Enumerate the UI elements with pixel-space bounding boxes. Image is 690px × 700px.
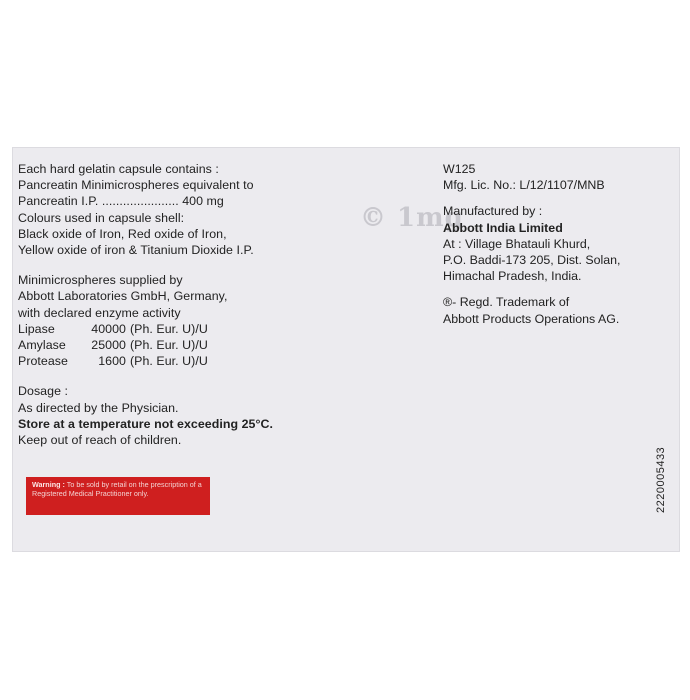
enzyme-row bbox=[18, 337, 318, 353]
composition-column bbox=[18, 161, 318, 448]
composition-line: Colours used in capsule shell: bbox=[18, 210, 185, 225]
enzyme-name: Amylase bbox=[18, 338, 66, 353]
manufacturer-column bbox=[443, 161, 673, 327]
watermark: © 1mg bbox=[360, 203, 464, 233]
trademark-line: Abbott Products Operations AG. bbox=[443, 311, 620, 326]
enzyme-unit: (Ph. Eur. U)/U bbox=[130, 321, 208, 336]
composition-line: Pancreatin Minimicrospheres equivalent to bbox=[18, 178, 254, 193]
composition-line: Yellow oxide of iron & Titanium Dioxide I.P. bbox=[18, 243, 254, 258]
children-warning: Keep out of reach of children. bbox=[18, 433, 182, 448]
batch-code: W125 bbox=[443, 162, 476, 176]
enzyme-value: 1600 bbox=[98, 354, 126, 369]
enzyme-name: Protease bbox=[18, 354, 68, 369]
vertical-barcode-number: 2220005433 bbox=[655, 446, 667, 513]
storage-instruction: Store at a temperature not exceeding 25°C. bbox=[18, 416, 273, 431]
supply-line: Minimicrospheres supplied by bbox=[18, 273, 183, 288]
enzyme-unit: (Ph. Eur. U)/U bbox=[130, 354, 208, 369]
address-line: At : Village Bhatauli Khurd, bbox=[443, 236, 591, 251]
medicine-carton-panel bbox=[12, 147, 680, 552]
enzyme-row bbox=[18, 321, 318, 337]
composition-line: Pancreatin I.P. ...................... 400 mg bbox=[18, 194, 224, 209]
enzyme-value: 25000 bbox=[91, 338, 126, 353]
enzyme-unit: (Ph. Eur. U)/U bbox=[130, 338, 208, 353]
enzyme-value: 40000 bbox=[91, 321, 126, 336]
composition-line: Each hard gelatin capsule contains : bbox=[18, 162, 219, 176]
dosage-text: As directed by the Physician. bbox=[18, 400, 179, 415]
company-name: Abbott India Limited bbox=[443, 220, 563, 235]
address-line: P.O. Baddi-173 205, Dist. Solan, bbox=[443, 253, 621, 268]
prescription-warning-box bbox=[26, 477, 210, 515]
composition-line: Black oxide of Iron, Red oxide of Iron, bbox=[18, 226, 227, 241]
address-line: Himachal Pradesh, India. bbox=[443, 269, 582, 284]
enzyme-name: Lipase bbox=[18, 321, 55, 336]
dosage-label: Dosage : bbox=[18, 384, 68, 399]
manufactured-by-label: Manufactured by : bbox=[443, 204, 543, 219]
supply-line: Abbott Laboratories GmbH, Germany, bbox=[18, 289, 228, 304]
warning-text: To be sold by retail on the prescription of a Registered Medical Practitioner only. bbox=[32, 480, 202, 498]
warning-title: Warning : bbox=[32, 480, 65, 489]
trademark-line: ®- Regd. Trademark of bbox=[443, 295, 570, 310]
enzyme-row bbox=[18, 353, 318, 369]
supply-line: with declared enzyme activity bbox=[18, 305, 181, 320]
mfg-license: Mfg. Lic. No.: L/12/1107/MNB bbox=[443, 178, 605, 193]
